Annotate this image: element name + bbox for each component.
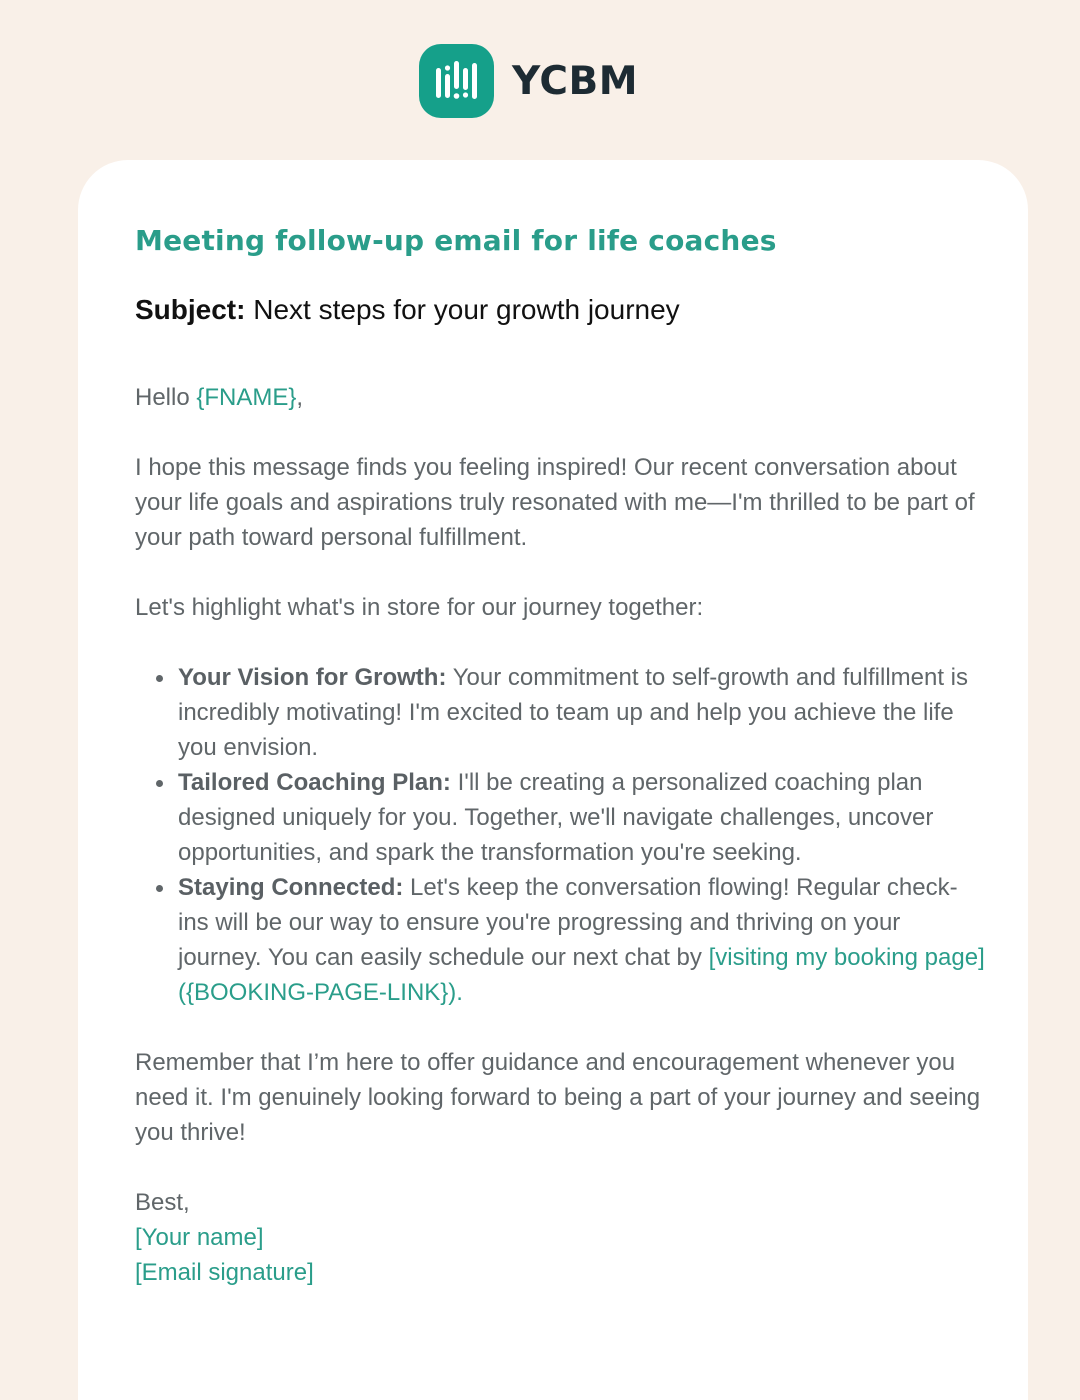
list-item [178, 660, 985, 765]
email-subject [135, 290, 985, 330]
greeting-prefix: Hello [135, 384, 197, 411]
list-item-title: Staying Connected: [178, 874, 404, 901]
intro-paragraph: I hope this message finds you feeling inspired! Our recent conversation about your life goals and aspirations truly resonated with me—I'm thrilled to be part of your path toward personal fulfillment. [135, 454, 975, 551]
sound-bars-icon [419, 44, 494, 118]
list-item [178, 765, 985, 870]
brand-name: YCBM [512, 58, 639, 104]
list-item-title: Tailored Coaching Plan: [178, 769, 451, 796]
greeting [135, 380, 985, 415]
page-title: Meeting follow-up email for life coaches [135, 224, 777, 257]
subject-label: Subject: [135, 294, 246, 325]
email-content [135, 218, 985, 1290]
highlights-list [135, 660, 985, 1010]
list-item-text: Your commitment to self-growth and fulfillment is incredibly motivating! I'm excited to team up and help you achieve the life you envision. [178, 664, 969, 761]
subject-text: Next steps for your growth journey [253, 294, 680, 325]
list-item-text: Let's keep the conversation flowing! Regular check-ins will be our way to ensure you're progressing and thriving on your journey. You can easily schedule our next chat by [178, 874, 958, 971]
list-item-text: I'll be creating a personalized coaching plan designed uniquely for you. Together, we'll navigate challenges, uncover opportunities, and spark the transformation you're seeking. [178, 769, 934, 866]
signoff-text: Best, [135, 1189, 190, 1216]
signature-name-placeholder: [Your name] [135, 1224, 264, 1251]
closing-paragraph: Remember that I’m here to offer guidance and encouragement whenever you need it. I'm genuinely looking forward to being a part of your journey and seeing you thrive! [135, 1049, 981, 1146]
booking-page-link[interactable]: [visiting my booking page]({BOOKING-PAGE-LINK}). [178, 944, 985, 1006]
email-signature-placeholder: [Email signature] [135, 1259, 314, 1286]
signature-block [135, 1185, 985, 1290]
brand-logo [419, 44, 638, 118]
first-name-variable: {FNAME} [196, 384, 297, 411]
greeting-suffix: , [296, 384, 304, 411]
list-item [178, 870, 985, 1010]
list-item-title: Your Vision for Growth: [178, 664, 447, 691]
lead-in-paragraph: Let's highlight what's in store for our journey together: [135, 594, 704, 621]
